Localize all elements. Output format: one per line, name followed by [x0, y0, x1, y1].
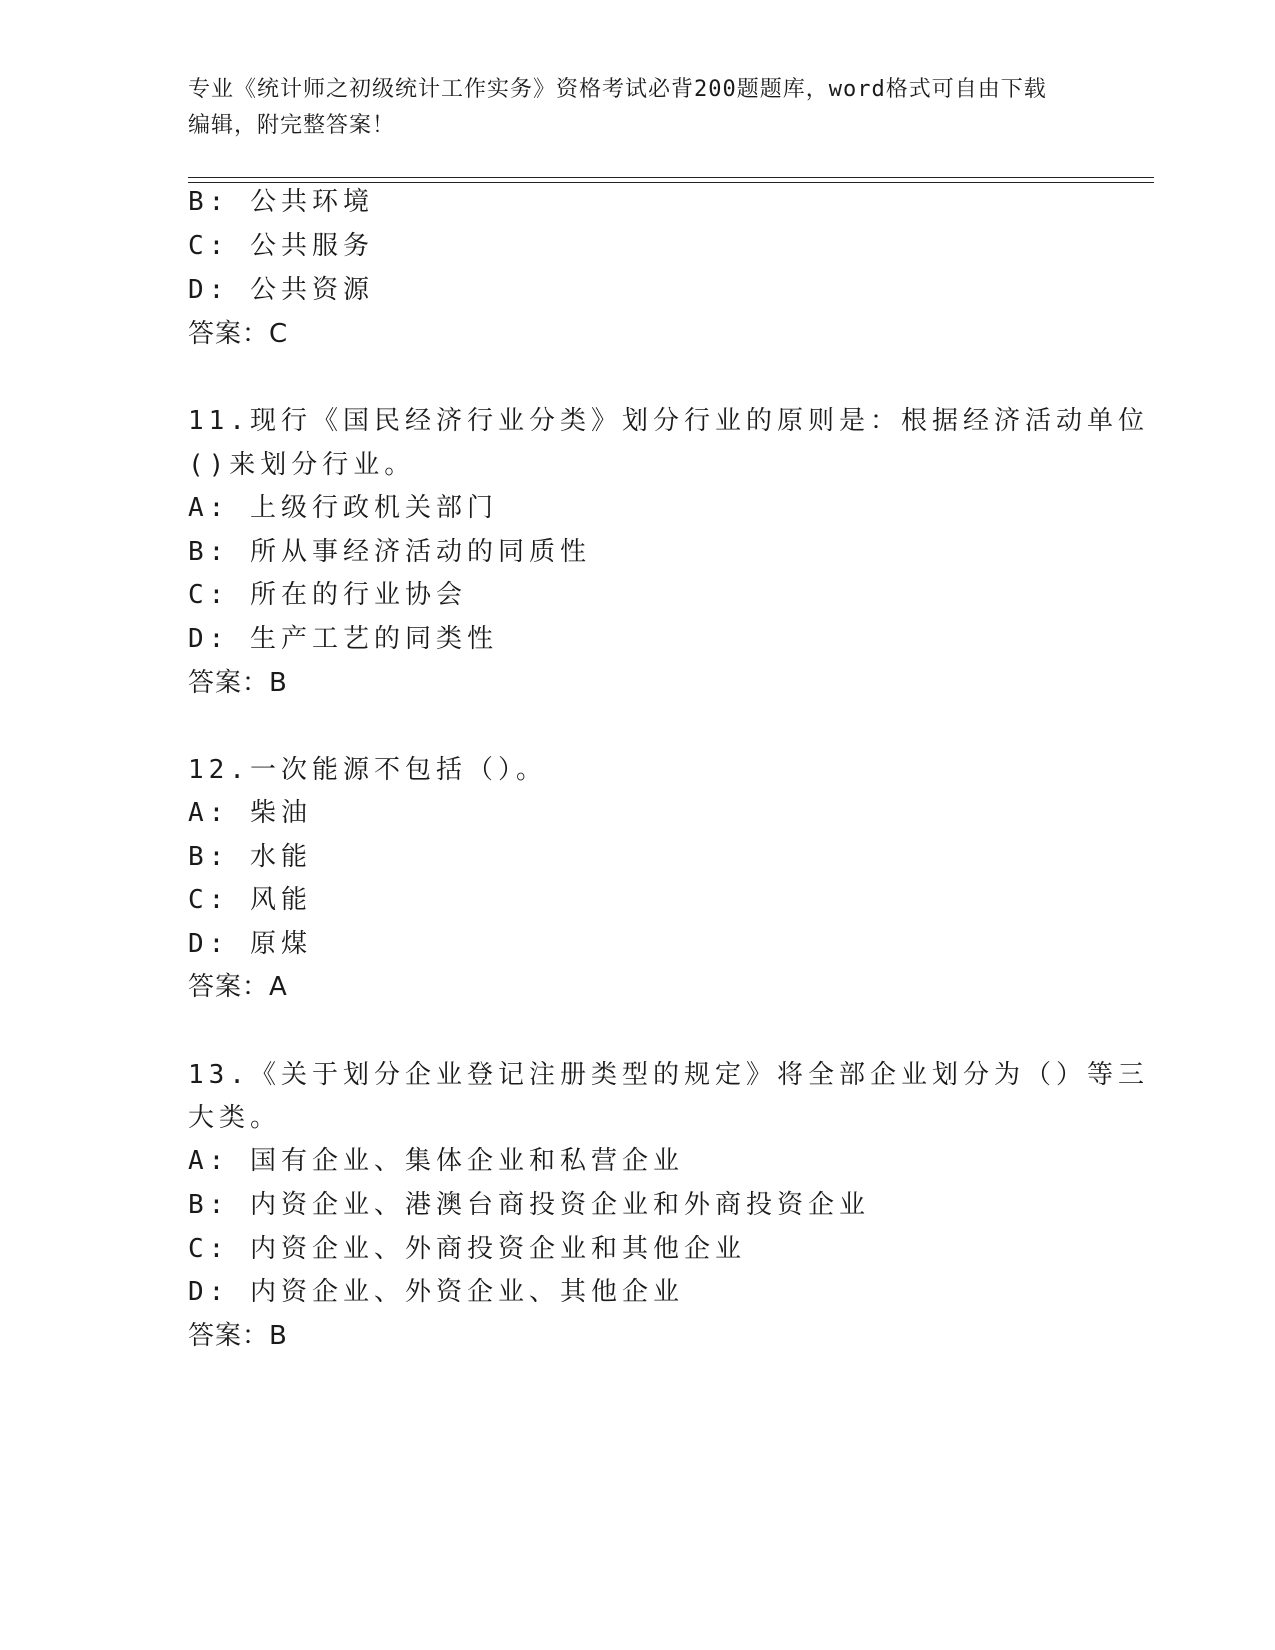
option-c: C: 风能 [188, 885, 312, 915]
question-stem: 13.《关于划分企业登记注册类型的规定》将全部企业划分为（）等三 [188, 1060, 1149, 1090]
document-header: 专业《统计师之初级统计工作实务》资格考试必背200题题库，word格式可自由下载编辑，附完整答案！ [188, 77, 1047, 138]
question-stem: 12.一次能源不包括（）。 [188, 755, 547, 785]
option-c: C: 公共服务 [188, 231, 374, 261]
option-d: D: 内资企业、外资企业、其他企业 [188, 1277, 684, 1307]
answer: 答案：A [188, 972, 288, 1002]
option-d: D: 公共资源 [188, 275, 374, 305]
question-stem: 11.现行《国民经济行业分类》划分行业的原则是：根据经济活动单位 [188, 406, 1149, 436]
option-a: A: 上级行政机关部门 [188, 493, 498, 523]
header-divider-top [188, 177, 1154, 178]
option-d: D: 生产工艺的同类性 [188, 624, 498, 654]
header-divider-bottom [188, 182, 1154, 183]
option-b: B: 公共环境 [188, 187, 374, 217]
option-d: D: 原煤 [188, 929, 312, 959]
option-b: B: 内资企业、港澳台商投资企业和外商投资企业 [188, 1190, 870, 1220]
option-c: C: 内资企业、外商投资企业和其他企业 [188, 1234, 746, 1264]
answer: 答案：B [188, 1321, 288, 1351]
option-c: C: 所在的行业协会 [188, 580, 467, 610]
question-stem-continued: ()来划分行业。 [188, 450, 416, 480]
option-b: B: 所从事经济活动的同质性 [188, 537, 591, 567]
option-b: B: 水能 [188, 842, 312, 872]
option-a: A: 柴油 [188, 798, 312, 828]
answer: 答案：C [188, 319, 289, 349]
option-a: A: 国有企业、集体企业和私营企业 [188, 1146, 684, 1176]
question-stem-continued: 大类。 [188, 1103, 282, 1133]
answer: 答案：B [188, 668, 288, 698]
